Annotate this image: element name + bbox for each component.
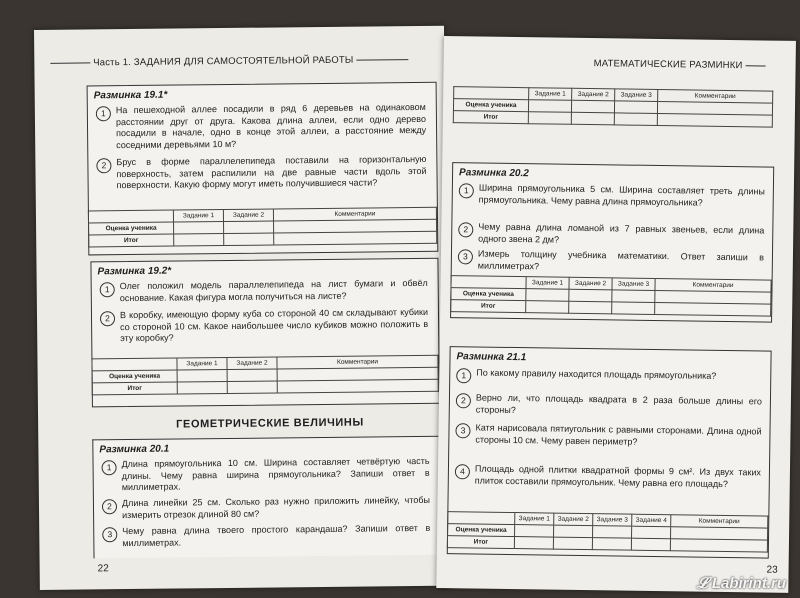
table-row-label: Итог	[92, 382, 177, 395]
right-running-head-text: МАТЕМАТИЧЕСКИЕ РАЗМИНКИ	[593, 58, 743, 72]
task-number: 2	[458, 222, 473, 237]
grade-cell[interactable]	[174, 234, 224, 247]
page-number: 22	[97, 563, 109, 575]
table-row-label: Оценка ученика	[448, 524, 515, 537]
grade-table-20-1	[453, 86, 773, 127]
table-header	[448, 512, 515, 525]
task-number: 1	[96, 106, 111, 121]
grade-cell[interactable]	[592, 538, 631, 551]
task-text: Чему равна длина ломаной из 7 равных звеньев, если длина одного звена 2 дм?	[478, 221, 765, 245]
task-text: На пешеходной аллее посадили в ряд 6 деревьев на одинаковом расстоянии друг от друга. Какова длина аллеи, если одно дерево посадили в начале, одно в конце этой аллеи, а расстояние между соседними деревьями 10 м?	[115, 101, 427, 150]
task-text: Длина линейки 25 см. Сколько раз нужно приложить линейку, чтобы измерить отрезок длиной 80 см?	[121, 494, 430, 520]
table-header: Задание 2	[223, 209, 273, 222]
task-number: 1	[100, 282, 115, 297]
grade-cell[interactable]	[528, 112, 571, 125]
task-number: 1	[102, 460, 117, 475]
grade-cell[interactable]	[227, 381, 277, 394]
grade-cell[interactable]	[224, 233, 274, 246]
task-number: 4	[455, 464, 470, 479]
table-header: Комментарии	[277, 355, 438, 369]
task-number: 3	[455, 423, 470, 438]
warmup-21-1-title: Разминка 21.1	[456, 351, 527, 364]
table-header: Задание 1	[526, 277, 569, 290]
grade-cell[interactable]	[174, 222, 224, 235]
grade-cell[interactable]	[227, 369, 277, 382]
task-text: Ширина прямоугольника 5 см. Ширина составляет треть длины прямоугольника. Чему равна длина прямоугольника?	[478, 182, 765, 208]
table-header: Задание 3	[612, 278, 655, 291]
table-header: Задание 2	[572, 88, 615, 101]
table-row-label: Оценка ученика	[451, 288, 526, 301]
grade-cell[interactable]	[224, 221, 274, 234]
grade-cell[interactable]	[614, 101, 657, 114]
grade-cell[interactable]	[569, 289, 612, 302]
warmup-19-1-box	[87, 82, 439, 256]
task-text: Катя нарисовала пятиугольник с равными сторонами. Длина одной стороны 10 см. Чему равен периметр?	[475, 422, 762, 447]
grade-cell[interactable]	[177, 369, 227, 382]
warmup-19-2-title: Разминка 19.2*	[97, 265, 172, 278]
table-header	[454, 87, 529, 100]
task-number: 1	[459, 183, 474, 198]
grade-cell[interactable]	[571, 112, 614, 125]
grade-cell[interactable]	[593, 526, 632, 539]
grade-cell[interactable]	[631, 538, 670, 551]
task-number: 1	[456, 368, 471, 383]
left-running-head-text: Часть 1. ЗАДАНИЯ ДЛЯ САМОСТОЯТЕЛЬНОЙ РАБОТЫ	[93, 54, 354, 69]
grade-cell[interactable]	[571, 100, 614, 113]
task-text: По какому правилу находится площадь прямоугольника?	[476, 367, 717, 381]
table-row-label: Оценка ученика	[92, 370, 177, 383]
table-header: Задание 2	[554, 513, 593, 526]
grade-cell[interactable]	[553, 537, 592, 550]
task-number: 3	[458, 249, 473, 264]
table-header	[451, 276, 526, 289]
comment-cell[interactable]	[655, 302, 771, 316]
warmup-20-1-box	[92, 436, 441, 559]
page-number: 23	[766, 564, 778, 576]
table-row-label: Оценка ученика	[89, 222, 174, 235]
task-number: 3	[102, 527, 117, 542]
warmup-20-2-box	[450, 162, 774, 322]
task-number: 2	[102, 499, 117, 514]
grade-table-20-2	[450, 275, 771, 316]
task-number: 2	[456, 393, 471, 408]
grade-cell[interactable]	[614, 113, 657, 126]
comment-cell[interactable]	[670, 539, 767, 552]
table-row-label: Итог	[451, 300, 526, 313]
table-header: Задание 1	[515, 513, 554, 526]
warmup-19-1-title: Разминка 19.1*	[93, 89, 168, 102]
grade-table-19-2	[91, 355, 438, 396]
grade-cell[interactable]	[554, 525, 593, 538]
table-header: Задание 1	[177, 357, 227, 370]
grade-cell[interactable]	[528, 100, 571, 113]
table-header: Задание 1	[173, 210, 223, 223]
table-header: Задание 1	[529, 88, 572, 101]
table-header: Задание 4	[632, 514, 671, 527]
grade-cell[interactable]	[569, 301, 612, 314]
right-page	[436, 36, 796, 593]
warmup-19-2-box	[90, 258, 440, 408]
watermark-icon: 𝓛	[696, 575, 708, 592]
left-page	[34, 26, 450, 590]
table-header: Комментарии	[273, 207, 436, 221]
task-text: Олег положил модель параллелепипеда на лист бумаги и обвёл основание. Какая фигура могла получиться на листе?	[119, 277, 428, 303]
grade-cell[interactable]	[526, 289, 569, 302]
watermark-text: Labirint.ru	[711, 575, 786, 592]
table-header: Комментарии	[655, 278, 771, 292]
table-row-label: Итог	[453, 111, 528, 124]
task-text: Чему равна длина твоего простого карандаша? Запиши ответ в миллиметрах.	[122, 522, 431, 548]
table-header: Задание 2	[227, 357, 277, 370]
table-row-label: Оценка ученика	[453, 99, 528, 112]
task-text: Измерь толщину учебника математики. Ответ запиши в миллиметрах?	[477, 248, 765, 271]
task-number: 2	[100, 311, 115, 326]
comment-cell[interactable]	[277, 379, 438, 393]
grade-cell[interactable]	[612, 302, 655, 315]
comment-cell[interactable]	[657, 113, 772, 127]
table-header: Задание 2	[569, 277, 612, 290]
comment-cell[interactable]	[274, 231, 437, 245]
grade-cell[interactable]	[612, 290, 655, 303]
warmup-20-1-title: Разминка 20.1	[99, 443, 170, 456]
grade-table-21-1	[447, 511, 768, 552]
table-header	[92, 358, 177, 371]
table-header: Задание 3	[593, 514, 632, 527]
grade-table-19-1	[88, 207, 437, 248]
task-number: 2	[96, 158, 111, 173]
grade-cell[interactable]	[177, 381, 227, 394]
watermark	[697, 575, 786, 592]
grade-cell[interactable]	[514, 537, 553, 550]
grade-cell[interactable]	[526, 301, 569, 314]
task-text: Площадь одной плитки квадратной формы 9 см². Из двух таких плиток составили прямоугольник. Чему равна его площадь?	[474, 463, 762, 489]
table-row-label: Итог	[447, 536, 514, 549]
table-row-label: Итог	[89, 234, 174, 247]
warmup-20-2-title: Разминка 20.2	[459, 167, 529, 180]
task-text: Верно ли, что площадь квадрата в 2 раза больше длины его стороны?	[475, 392, 762, 415]
table-header: Комментарии	[671, 515, 768, 528]
task-text: Длина прямоугольника 10 см. Ширина составляет четвёртую часть длины. Чему равна ширина прямоугольника? Запиши ответ в миллиметрах.	[121, 455, 430, 493]
left-running-head	[50, 54, 408, 69]
right-running-head	[594, 58, 766, 71]
table-header: Задание 3	[615, 89, 658, 102]
task-text: В коробку, имеющую форму куба со стороной 40 см складывают кубики со стороной 10 см. Какое наибольшее число кубиков можно положить в эту коробку?	[119, 306, 429, 344]
warmup-21-1-box	[447, 346, 772, 558]
table-header: Комментарии	[658, 89, 773, 103]
table-header	[88, 210, 173, 223]
grade-cell[interactable]	[632, 526, 671, 539]
section-title: ГЕОМЕТРИЧЕСКИЕ ВЕЛИЧИНЫ	[176, 416, 364, 431]
grade-cell[interactable]	[515, 525, 554, 538]
task-text: Брус в форме параллелепипеда поставили на горизонтальную поверхность, затем распилили на две равные части вдоль этой поверхности. Какую форму могут иметь получившиеся части?	[116, 153, 427, 191]
